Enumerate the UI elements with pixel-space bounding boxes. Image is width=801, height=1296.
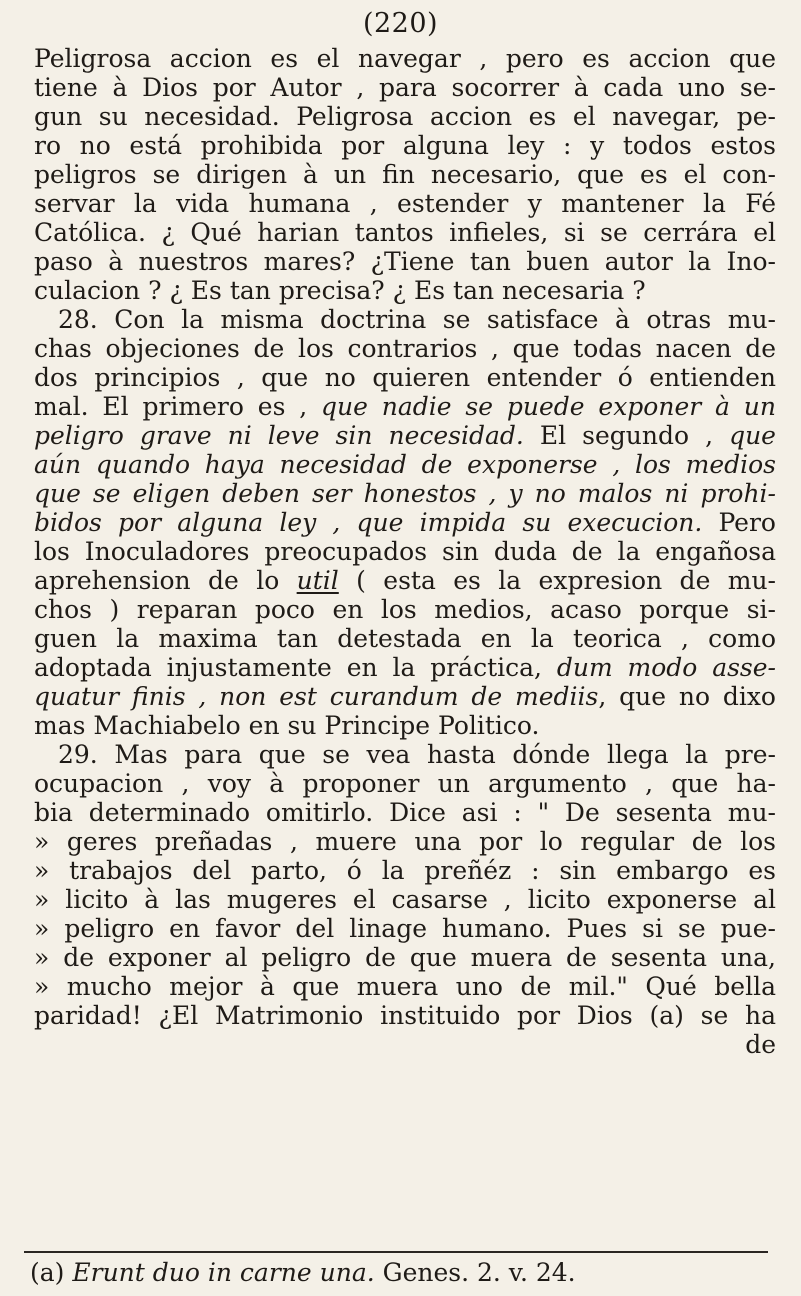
quote-line: » de exponer al peligro de que muera de sesenta una, xyxy=(34,943,776,972)
footnote-rule xyxy=(24,1251,768,1253)
italic-run: quatur finis , non est curandum de mediis xyxy=(34,682,599,711)
text-run: adoptada injustamente en la práctica, xyxy=(34,653,557,682)
text-line: Católica. ¿ Qué harian tantos infieles, si se cerrára el xyxy=(34,218,776,247)
italic-run: que xyxy=(729,421,776,450)
italic-run: dum modo asse- xyxy=(556,653,777,682)
italic-run: aún quando haya necesidad de exponerse , los medios xyxy=(34,450,776,479)
text-line: peligros se dirigen à un fin necesario, que es el con- xyxy=(34,160,776,189)
text-line xyxy=(34,421,776,450)
italic-run: peligro grave ni leve sin necesidad. xyxy=(34,421,524,450)
italic-run: que se eligen deben ser honestos , y no malos ni prohi- xyxy=(34,479,776,508)
text-line: guen la maxima tan detestada en la teorica , como xyxy=(34,624,776,653)
text-line: ocupacion , voy à proponer un argumento , que ha- xyxy=(34,769,776,798)
text-line: dos principios , que no quieren entender ó entienden xyxy=(34,363,776,392)
quote-line: » geres preñadas , muere una por lo regular de los xyxy=(34,827,776,856)
text-line: tiene à Dios por Autor , para socorrer à cada uno se- xyxy=(34,73,776,102)
text-line: chos ) reparan poco en los medios, acaso porque si- xyxy=(34,595,776,624)
text-line: gun su necesidad. Peligrosa accion es el navegar, pe- xyxy=(34,102,776,131)
text-line: los Inoculadores preocupados sin duda de la engañosa xyxy=(34,537,776,566)
text-line: Peligrosa accion es el navegar , pero es accion que xyxy=(34,44,776,73)
text-line xyxy=(34,682,776,711)
text-line xyxy=(34,479,776,508)
italic-run: que nadie se puede exponer à un xyxy=(321,392,776,421)
text-line: paridad! ¿El Matrimonio instituido por Dios (a) se ha xyxy=(34,1001,776,1030)
text-line xyxy=(34,450,776,479)
italic-run: util xyxy=(296,566,339,595)
text-line: chas objeciones de los contrarios , que todas nacen de xyxy=(34,334,776,363)
text-run: aprehension de lo xyxy=(34,566,297,595)
text-line: ro no está prohibida por alguna ley : y todos estos xyxy=(34,131,776,160)
text-line: culacion ? ¿ Es tan precisa? ¿ Es tan necesaria ? xyxy=(34,276,646,305)
footnote xyxy=(30,1258,772,1287)
text-line: mas Machiabelo en su Principe Politico. xyxy=(34,711,540,740)
quote-line: » licito à las mugeres el casarse , licito exponerse al xyxy=(34,885,776,914)
footnote-marker: (a) xyxy=(30,1258,65,1287)
text-run: El segundo , xyxy=(523,421,730,450)
text-line xyxy=(34,392,776,421)
text-run: Pero xyxy=(702,508,776,537)
text-line: bia determinado omitirlo. Dice asi : " De sesenta mu- xyxy=(34,798,776,827)
catchword: de xyxy=(745,1030,776,1059)
text-line xyxy=(34,653,776,682)
text-line: paso à nuestros mares? ¿Tiene tan buen autor la Ino- xyxy=(34,247,776,276)
footnote-reference: Genes. 2. v. 24. xyxy=(382,1258,576,1287)
quote-line: » mucho mejor à que muera uno de mil." Qué bella xyxy=(34,972,776,1001)
text-run: ( esta es la expresion de mu- xyxy=(338,566,776,595)
quote-line: » trabajos del parto, ó la preñéz : sin embargo es xyxy=(34,856,776,885)
body-text xyxy=(34,44,776,1059)
italic-run: bidos por alguna ley , que impida su execucion. xyxy=(34,508,703,537)
text-line: servar la vida humana , estender y mantener la Fé xyxy=(34,189,776,218)
footnote-quote: Erunt duo in carne una. xyxy=(72,1258,375,1287)
text-run: mal. El primero es , xyxy=(34,392,322,421)
page-number: (220) xyxy=(362,8,439,39)
text-line xyxy=(34,508,776,537)
text-run: , que no dixo xyxy=(598,682,776,711)
paragraph-28-start: 28. Con la misma doctrina se satisface à otras mu- xyxy=(58,305,776,334)
paragraph-29-start: 29. Mas para que se vea hasta dónde llega la pre- xyxy=(58,740,776,769)
text-line xyxy=(34,566,776,595)
quote-line: » peligro en favor del linage humano. Pues si se pue- xyxy=(34,914,776,943)
